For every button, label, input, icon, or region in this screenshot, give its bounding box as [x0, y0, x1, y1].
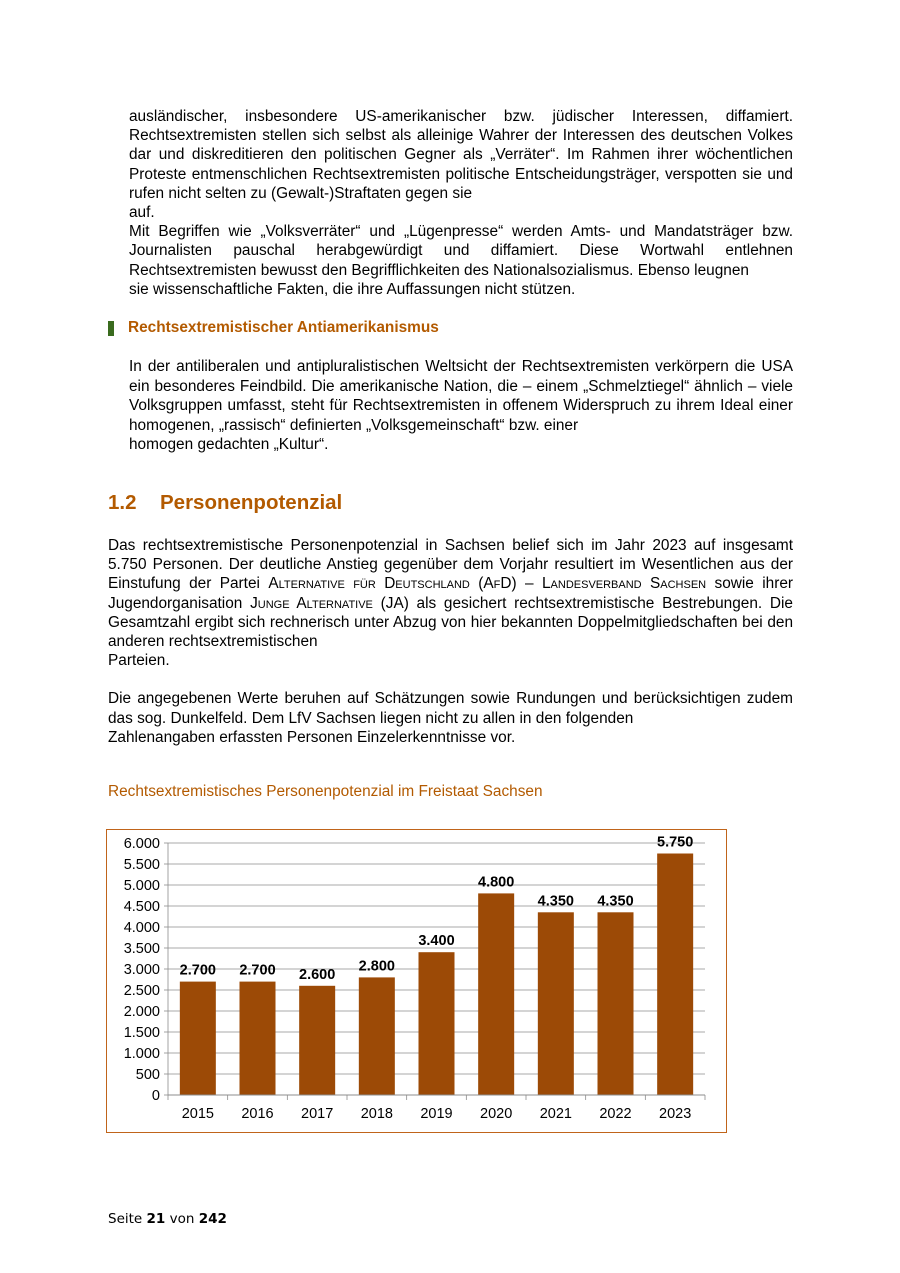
data-label: 2.700 [239, 962, 276, 979]
y-tick-label: 1.500 [123, 1025, 160, 1041]
data-label: 2.700 [179, 962, 216, 979]
y-tick-label: 3.000 [123, 962, 160, 978]
x-tick-label: 2023 [659, 1106, 692, 1122]
bar [478, 893, 514, 1095]
intro-text [129, 107, 793, 299]
y-tick-label: 6.000 [123, 836, 160, 852]
data-label: 2.600 [299, 966, 336, 983]
data-label: 2.800 [358, 958, 395, 975]
x-tick-label: 2015 [181, 1106, 214, 1122]
y-tick-label: 2.000 [123, 1004, 160, 1020]
data-label: 3.400 [418, 933, 455, 950]
bar [359, 977, 395, 1095]
subheading-antiamerikanismus [108, 318, 439, 338]
x-tick-label: 2018 [360, 1106, 393, 1122]
footer-total-pages: 242 [198, 1211, 227, 1227]
section-title: Personenpotenzial [160, 491, 343, 514]
bar [419, 952, 455, 1095]
antiamerikanismus-text [129, 357, 793, 455]
bar [538, 912, 574, 1095]
personenpotenzial-paragraph-1: Das rechtsextremistische Personenpotenzial in Sachsen belief sich im Jahr 2023 auf insgesamt 5.750 Personen. Der deutliche Anstieg gegenüber dem Vorjahr resultiert im Wesentlichen aus der Einstufung der Partei Alternative für Deutschland (AfD) – Landesverband Sachsen sowie ihrer Jugendorganisation Junge Alternative (JA) als gesichert rechtsextremistische Bestrebungen. Die Gesamtzahl ergibt sich rechnerisch unter Abzug von hier bekannten Doppelmitgliedschaften bei den anderen rechtsextremistischen Parteien. [108, 537, 794, 670]
y-tick-label: 1.000 [123, 1046, 160, 1062]
bar [598, 912, 634, 1095]
page-footer: Seite 21 von 242 [108, 1211, 227, 1227]
y-tick-label: 0 [151, 1088, 160, 1104]
section-number: 1.2 [108, 491, 137, 514]
y-tick-label: 3.500 [123, 941, 160, 957]
x-tick-label: 2021 [539, 1106, 572, 1122]
bar-chart [107, 830, 725, 1131]
intro-paragraph-1: ausländischer, insbesondere US-amerikanischer bzw. jüdischer Interessen, diffamiert. Rechtsextremisten stellen sich selbst als alleinige Wahrer der Interessen des deutschen Volkes dar und diskreditieren den politischen Gegner als „Verräter“. Im Rahmen ihrer wöchentlichen Proteste entmenschlichen Rechtsextremisten politische Entscheidungsträger, verspotten sie und rufen nicht selten zu (Gewalt-)Straftaten gegen sie auf. [129, 108, 793, 222]
x-tick-label: 2022 [599, 1106, 632, 1122]
personenpotenzial-paragraph-2: Die angegebenen Werte beruhen auf Schätzungen sowie Rundungen und berücksichtigen zudem das sog. Dunkelfeld. Dem LfV Sachsen liegen nicht zu allen in den folgenden Zahlenangaben erfassten Personen Einzelerkenntnisse vor. [108, 690, 793, 746]
section-heading [108, 491, 342, 515]
bar [240, 982, 276, 1095]
data-label: 4.350 [597, 893, 634, 910]
chart-frame [106, 829, 727, 1133]
data-label: 4.350 [537, 893, 574, 910]
x-tick-label: 2016 [241, 1106, 274, 1122]
y-tick-label: 4.500 [123, 899, 160, 915]
data-label: 5.750 [657, 834, 694, 851]
subheading-marker [108, 321, 114, 336]
footer-page-number: 21 [146, 1211, 166, 1227]
y-tick-label: 4.000 [123, 920, 160, 936]
y-tick-label: 2.500 [123, 983, 160, 999]
x-tick-label: 2017 [301, 1106, 334, 1122]
y-tick-label: 500 [135, 1067, 160, 1083]
data-label: 4.800 [478, 874, 515, 891]
y-tick-label: 5.500 [123, 857, 160, 873]
personenpotenzial-text [108, 536, 793, 747]
junge-alternative: Junge Alternative [250, 594, 373, 612]
bar [299, 986, 335, 1095]
intro-paragraph-2: Mit Begriffen wie „Volksverräter“ und „Lügenpresse“ werden Amts- und Mandatsträger bzw. Journalisten pauschal herabgewürdigt und diffamiert. Diese Wortwahl entlehnen Rechtsextremisten bewusst den Begrifflichkeiten des Nationalsozialismus. Ebenso leugnen sie wissenschaftliche Fakten, die ihre Auffassungen nicht stützen. [129, 223, 793, 298]
bar [180, 982, 216, 1095]
x-tick-label: 2020 [480, 1106, 513, 1122]
x-tick-label: 2019 [420, 1106, 453, 1122]
subheading-text: Rechtsextremistischer Antiamerikanismus [128, 319, 439, 336]
y-tick-label: 5.000 [123, 878, 160, 894]
landesverband-sachsen: Landesverband Sachsen [541, 575, 707, 593]
chart-title: Rechtsextremistisches Personenpotenzial im Freistaat Sachsen [108, 783, 543, 800]
antiamerikanismus-paragraph: In der antiliberalen und antipluralistischen Weltsicht der Rechtsextremisten verkörpern die USA ein besonderes Feindbild. Die amerikanische Nation, die – einem „Schmelztiegel“ ähnlich – viele Volksgruppen umfasst, steht für Rechtsextremisten in offenem Widerspruch zu ihrem Ideal einer homogenen, „rassisch“ definierten „Volksgemeinschaft“ bzw. einer homogen gedachten „Kultur“. [129, 358, 793, 454]
bar [657, 854, 693, 1096]
party-afd: Alternative für Deutschland [268, 575, 470, 593]
